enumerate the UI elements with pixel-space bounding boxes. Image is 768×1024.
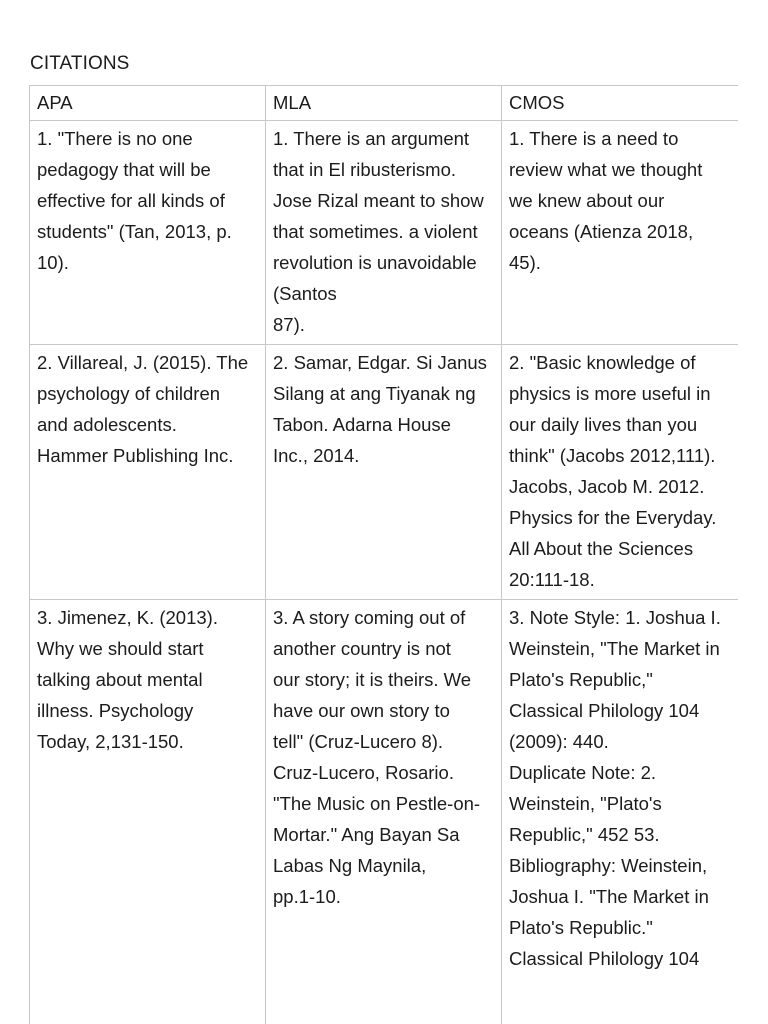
citation-line: (Santos: [273, 283, 337, 304]
citation-line: our daily lives than you: [509, 414, 698, 435]
citation-line: Physics for the Everyday.: [509, 507, 717, 528]
citation-line: Weinstein, "The Market in: [509, 638, 720, 659]
citation-cell-mla: [266, 345, 502, 600]
citation-line: psychology of children: [37, 383, 221, 404]
citation-line: 3. Jimenez, K. (2013).: [37, 607, 218, 628]
citation-line: Joshua I. "The Market in: [509, 886, 709, 907]
citation-line: Bibliography: Weinstein,: [509, 855, 708, 876]
citation-line: "The Music on Pestle-on-: [273, 793, 481, 814]
citation-cell-apa: [30, 345, 266, 600]
citation-line: 3. Note Style: 1. Joshua I.: [509, 607, 721, 628]
citation-line: Duplicate Note: 2.: [509, 762, 657, 783]
citation-line: Labas Ng Maynila,: [273, 855, 427, 876]
citation-line: 87).: [273, 314, 305, 335]
citation-line: 45).: [509, 252, 541, 273]
citation-line: 1. "There is no one: [37, 128, 193, 149]
citation-line: physics is more useful in: [509, 383, 711, 404]
citation-line: another country is not: [273, 638, 451, 659]
citation-line: 1. There is a need to: [509, 128, 679, 149]
column-header-mla: MLA: [266, 86, 502, 121]
citation-line: Weinstein, "Plato's: [509, 793, 662, 814]
citation-line: oceans (Atienza 2018,: [509, 221, 694, 242]
citation-line: Inc., 2014.: [273, 445, 360, 466]
citation-cell-apa: [30, 121, 266, 345]
citation-line: that in El ribusterismo.: [273, 159, 457, 180]
citation-line: 20:111-18.: [509, 569, 595, 590]
citation-line: illness. Psychology: [37, 700, 194, 721]
citation-line: Plato's Republic.": [509, 917, 653, 938]
table-row: [30, 600, 739, 1024]
citation-line: (2009): 440.: [509, 731, 609, 752]
citation-line: Plato's Republic,": [509, 669, 653, 690]
table-row: [30, 345, 739, 600]
citation-cell-cmos: [502, 345, 739, 600]
citation-line: our story; it is theirs. We: [273, 669, 472, 690]
column-header-cmos: CMOS: [502, 86, 739, 121]
citation-line: Hammer Publishing Inc.: [37, 445, 234, 466]
citation-line: Jacobs, Jacob M. 2012.: [509, 476, 705, 497]
citation-line: Why we should start: [37, 638, 204, 659]
citation-line: effective for all kinds of: [37, 190, 225, 211]
citation-line: Classical Philology 104: [509, 700, 700, 721]
citations-table-container: [29, 85, 738, 1024]
citation-line: Mortar." Ang Bayan Sa: [273, 824, 460, 845]
citation-line: Cruz-Lucero, Rosario.: [273, 762, 454, 783]
citation-line: think" (Jacobs 2012,111).: [509, 445, 716, 466]
citation-line: tell" (Cruz-Lucero 8).: [273, 731, 444, 752]
citation-cell-cmos: [502, 121, 739, 345]
citation-line: Jose Rizal meant to show: [273, 190, 484, 211]
citation-line: 2. Villareal, J. (2015). The: [37, 352, 249, 373]
citation-cell-cmos: [502, 600, 739, 1024]
citation-line: students" (Tan, 2013, p.: [37, 221, 232, 242]
citation-line: review what we thought: [509, 159, 703, 180]
table-header-row: [30, 86, 739, 121]
citation-line: 2. "Basic knowledge of: [509, 352, 696, 373]
citation-line: and adolescents.: [37, 414, 177, 435]
citation-line: revolution is unavoidable: [273, 252, 477, 273]
citation-line: 1. There is an argument: [273, 128, 470, 149]
citation-line: 2. Samar, Edgar. Si Janus: [273, 352, 487, 373]
citation-line: Tabon. Adarna House: [273, 414, 451, 435]
citation-line: have our own story to: [273, 700, 450, 721]
citation-line: All About the Sciences: [509, 538, 694, 559]
citations-table: [29, 85, 738, 1024]
citation-line: Today, 2,131-150.: [37, 731, 184, 752]
citation-line: we knew about our: [509, 190, 665, 211]
column-header-apa: APA: [30, 86, 266, 121]
citation-cell-apa: [30, 600, 266, 1024]
page-title: CITATIONS: [30, 53, 130, 74]
citation-line: pp.1-10.: [273, 886, 341, 907]
citation-line: 10).: [37, 252, 69, 273]
citation-cell-mla: [266, 121, 502, 345]
citation-line: Silang at ang Tiyanak ng: [273, 383, 476, 404]
citation-line: that sometimes. a violent: [273, 221, 478, 242]
citation-cell-mla: [266, 600, 502, 1024]
citation-line: Classical Philology 104: [509, 948, 700, 969]
citation-line: talking about mental: [37, 669, 203, 690]
table-row: [30, 121, 739, 345]
citation-line: pedagogy that will be: [37, 159, 211, 180]
citation-line: 3. A story coming out of: [273, 607, 466, 628]
citation-line: Republic," 452 53.: [509, 824, 660, 845]
